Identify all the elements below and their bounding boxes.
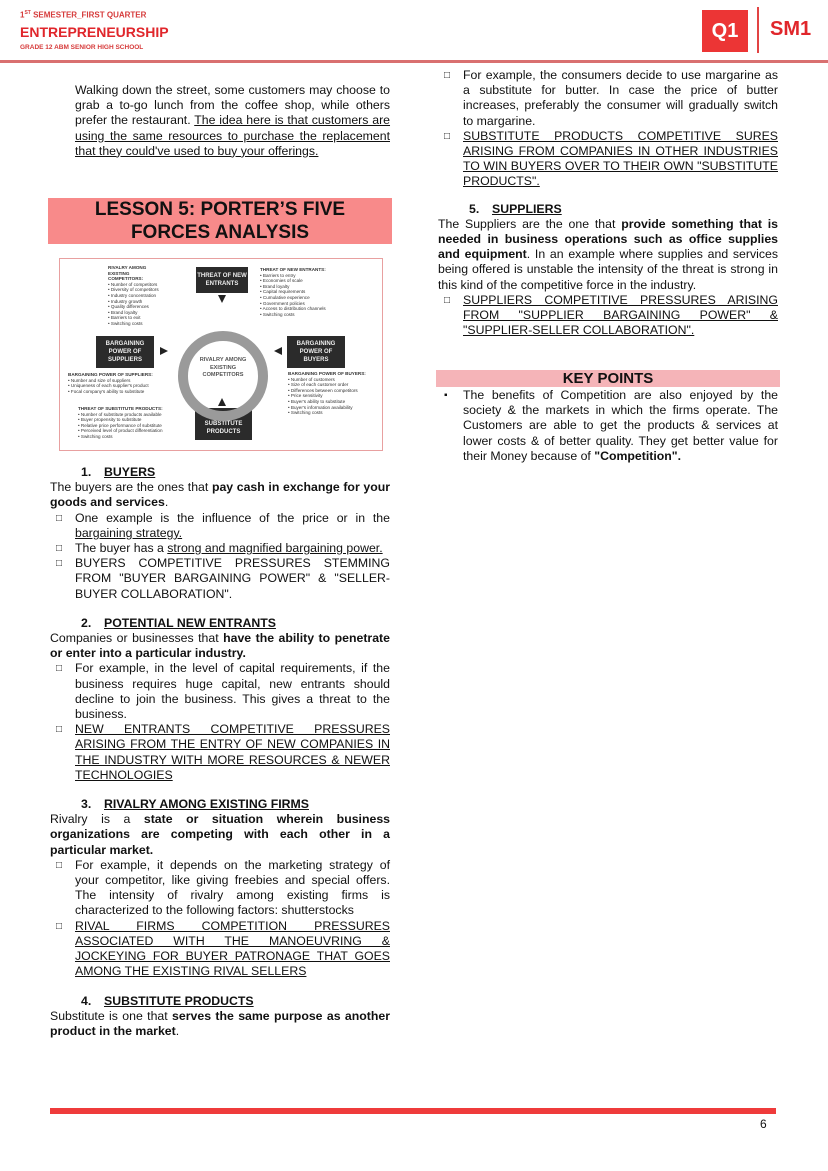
bullet-item xyxy=(438,388,778,464)
text-segment: SUBSTITUTE PRODUCTS xyxy=(104,993,254,1008)
text-segment: "Competition". xyxy=(594,448,682,463)
semester-label xyxy=(20,10,146,20)
text-segment: bargaining strategy. xyxy=(75,525,183,540)
bullet-item xyxy=(50,556,390,602)
text-segment: One example is the influence of the price or in the xyxy=(75,510,390,525)
box-threat-substitutes: THREAT OF SUBSTITUTE PRODUCTS xyxy=(195,408,252,440)
section-number: 1. xyxy=(81,465,92,479)
list-rivalry xyxy=(108,265,163,327)
list-item: • Switching costs xyxy=(78,434,163,440)
list-title: RIVALRY AMONG EXISTING COMPETITORS: xyxy=(108,265,147,282)
text-segment: Rivalry is a xyxy=(50,812,144,827)
section-number: 5. xyxy=(469,201,480,216)
module-badge: SM1 xyxy=(770,18,812,40)
right-column xyxy=(438,68,778,338)
text-segment: Substitute is one that xyxy=(50,1008,173,1023)
list-item: • Industry concentration xyxy=(108,293,163,299)
bullet-icon: ▪ xyxy=(444,390,448,401)
arrow-down-icon xyxy=(218,295,226,303)
text-segment: SUPPLIERS xyxy=(492,201,562,216)
bullet-icon: □ xyxy=(56,724,63,736)
text-segment: strong and magnified bargaining power. xyxy=(167,541,383,556)
list-item: • Quality differences xyxy=(108,304,163,310)
list-item: • Perceived level of product differentiation xyxy=(78,428,163,434)
paragraph xyxy=(50,812,390,858)
list-item: • Switching costs xyxy=(288,410,366,416)
list-item: • Diversity of competitors xyxy=(108,287,163,293)
text-segment: Walking down the street, some customers may choose to grab a to-go lunch from the coffee shop, while others prefer the restaurant. xyxy=(75,83,390,128)
list-item: • Capital requirements xyxy=(260,289,326,295)
text-segment: pay cash in exchange for your goods and services xyxy=(50,480,391,510)
text-segment: The benefits of Competition are also enjoyed by the society & the markets in which the firms operate. The Customers are able to get the products & services at lower costs & of better quality. They get better value for their Money because of xyxy=(463,388,778,463)
list-item: • Switching costs xyxy=(108,321,163,327)
text-segment: SUBSTITUTE PRODUCTS COMPETITIVE SURES ARISING FROM COMPANIES IN OTHER INDUSTRIES TO WIN BUYERS OVER TO THEIR OWN "SUBSTITUTE PRODUCTS". xyxy=(463,128,778,189)
text-segment: RIVALRY AMONG EXISTING FIRMS xyxy=(104,797,309,812)
list-item: • Switching costs xyxy=(260,312,326,318)
bullet-item xyxy=(50,541,390,556)
text-segment: POTENTIAL NEW ENTRANTS xyxy=(104,615,276,630)
list-item: • Number of substitute products available xyxy=(78,412,163,418)
text-segment: For example, it depends on the marketing strategy of your competitor, like giving freebies and special offers. The intensity of rivalry among existing firms is characterized to the following factors: shutterstocks xyxy=(75,857,390,918)
list-title: THREAT OF NEW ENTRANTS: xyxy=(260,267,326,272)
text-segment: state or situation wherein business organizations are competing with each other in a particular market. xyxy=(50,812,390,857)
bullet-icon: □ xyxy=(56,558,63,570)
list-item: • Access to distribution channels xyxy=(260,306,326,312)
list-item: • Focal company's ability to substitute xyxy=(68,389,153,395)
bullet-icon: □ xyxy=(56,543,63,555)
paragraph xyxy=(75,83,390,159)
bullet-icon: □ xyxy=(56,859,63,871)
list-new-entrants xyxy=(260,267,326,317)
text-segment: RIVAL FIRMS COMPETITION PRESSURES ASSOCIATED WITH THE MANOEUVRING & JOCKEYING FOR BUYER PATRONAGE THAT GOES AMONG THE EXISTING RIVAL SELLERS xyxy=(75,918,390,979)
bullet-icon: □ xyxy=(56,920,63,932)
lesson-title-line1: LESSON 5: PORTER’S FIVE xyxy=(94,199,346,220)
list-item: • Relative price performance of substitute xyxy=(78,423,163,429)
bullet-item xyxy=(50,511,390,541)
list-item: • Buyer's ability to substitute xyxy=(288,399,366,405)
bullet-item xyxy=(50,661,390,722)
list-item: • Price sensitivity xyxy=(288,393,366,399)
text-segment: Companies or businesses that xyxy=(50,631,224,646)
list-item: • Buyer propensity to substitute xyxy=(78,417,163,423)
paragraph xyxy=(438,217,778,293)
key-points-list xyxy=(438,388,778,464)
text-segment: SUPPLIERS COMPETITIVE PRESSURES ARISING FROM "SUPPLIER BARGAINING POWER" & "SUPPLIER-SELLER COLLABORATION". xyxy=(463,292,778,338)
subject-title: ENTREPRENEURSHIP xyxy=(20,24,169,40)
lesson-title-line2: FORCES ANALYSIS xyxy=(130,222,310,243)
bullet-icon: □ xyxy=(56,512,63,524)
text-segment: BUYERS xyxy=(104,465,156,479)
text-segment: The idea here is that customers are using the same resources to purchase the replacement that they could've used to buy your offerings. xyxy=(75,113,391,158)
section-heading xyxy=(50,616,390,631)
section-number: 4. xyxy=(81,993,92,1008)
list-item: • Barriers to entry xyxy=(260,273,326,279)
list-item: • Barriers to exit xyxy=(108,315,163,321)
list-title: BARGAINING POWER OF SUPPLIERS: xyxy=(68,372,153,377)
quarter-badge: Q1 xyxy=(702,10,748,52)
bullet-icon: □ xyxy=(56,663,63,675)
text-segment: . xyxy=(164,495,169,510)
list-title: BARGAINING POWER OF BUYERS: xyxy=(288,371,366,376)
list-item: • Number of customers xyxy=(288,377,366,383)
text-segment: provide something that is needed in business operations such as office supplies and equipment xyxy=(438,216,778,262)
center-label: RIVALRY AMONG EXISTING COMPETITORS xyxy=(199,357,247,378)
list-item: • Government policies xyxy=(260,301,326,307)
list-item: • Differences between competitors xyxy=(288,388,366,394)
bullet-item xyxy=(438,68,778,129)
text-segment: serves the same purpose as another product in the market xyxy=(50,1008,390,1038)
intro-paragraph xyxy=(75,83,390,159)
page-number: 6 xyxy=(760,1117,767,1131)
list-item: • Buyer's information availability xyxy=(288,405,366,411)
text-segment: For example, in the level of capital requirements, if the business requires huge capital, new entrants should decline to join the business. This gives a threat to the business. xyxy=(75,661,390,722)
bullet-item xyxy=(438,129,778,190)
text-segment: have the ability to penetrate or enter into a particular industry. xyxy=(50,631,390,661)
bullet-item xyxy=(50,919,390,980)
list-suppliers xyxy=(68,372,153,394)
semester-num: 1 xyxy=(20,10,25,20)
header-divider xyxy=(757,7,759,53)
text-segment: The buyers are the ones that xyxy=(50,480,212,495)
left-column xyxy=(50,465,390,1039)
arrow-left-icon xyxy=(274,347,282,355)
section-heading xyxy=(50,994,390,1009)
bullet-icon: □ xyxy=(444,70,451,81)
semester-rest: SEMESTER_FIRST QUARTER xyxy=(30,10,147,20)
section-number: 3. xyxy=(81,797,92,812)
text-segment: NEW ENTRANTS COMPETITIVE PRESSURES ARISING FROM THE ENTRY OF NEW COMPANIES IN THE INDUSTRY WITH MORE RESOURCES & NEWER TECHNOLOGIES xyxy=(75,722,390,782)
key-points-heading: KEY POINTS xyxy=(436,370,780,387)
text-segment: The buyer has a xyxy=(75,541,168,556)
list-item: • Brand loyalty xyxy=(108,310,163,316)
list-item: • Uniqueness of each supplier's product xyxy=(68,383,153,389)
semester-sup: ST xyxy=(24,10,31,16)
list-substitutes xyxy=(78,406,163,440)
text-segment: BUYERS COMPETITIVE PRESSURES STEMMING FROM "BUYER BARGAINING POWER" & "SELLER- BUYER COLLABORATION". xyxy=(75,556,390,601)
bullet-icon: □ xyxy=(444,130,451,142)
list-item: • Industry growth xyxy=(108,299,163,305)
box-bargaining-suppliers: BARGAINING POWER OF SUPPLIERS xyxy=(96,336,154,368)
bullet-item xyxy=(50,858,390,919)
paragraph xyxy=(50,480,390,510)
list-item: • Number and size of suppliers xyxy=(68,378,153,384)
list-item: • Cumulative experience xyxy=(260,295,326,301)
list-title: THREAT OF SUBSTITUTE PRODUCTS: xyxy=(78,406,163,411)
box-bargaining-buyers: BARGAINING POWER OF BUYERS xyxy=(287,336,345,368)
bullet-item xyxy=(50,722,390,783)
arrow-up-icon xyxy=(218,398,226,406)
bullet-item xyxy=(438,293,778,339)
section-heading xyxy=(438,202,778,217)
text-segment: . In an example where supplies and services being offered is unstable the intensity of the threat is strong in this kind of the competitive force in the industry. xyxy=(438,247,778,292)
porters-five-forces-diagram xyxy=(59,258,383,451)
section-number: 2. xyxy=(81,615,92,630)
bullet-icon: □ xyxy=(444,294,451,306)
list-item: • Size of each customer order xyxy=(288,382,366,388)
header-rule xyxy=(0,60,828,63)
grade-label: GRADE 12 ABM SENIOR HIGH SCHOOL xyxy=(20,44,144,51)
paragraph xyxy=(50,1009,390,1039)
list-item: • Economies of scale xyxy=(260,278,326,284)
list-item: • Number of competitors xyxy=(108,282,163,288)
paragraph xyxy=(50,631,390,661)
arrow-right-icon xyxy=(160,347,168,355)
box-threat-new-entrants: THREAT OF NEW ENTRANTS xyxy=(196,267,248,293)
section-heading xyxy=(50,465,390,480)
text-segment: The Suppliers are the one that xyxy=(438,216,622,231)
list-buyers xyxy=(288,371,366,416)
list-item: • Brand loyalty xyxy=(260,284,326,290)
lesson-title xyxy=(48,198,392,244)
section-heading xyxy=(50,797,390,812)
text-segment: . xyxy=(175,1023,180,1038)
footer-rule xyxy=(50,1108,776,1114)
text-segment: For example, the consumers decide to use margarine as a substitute for butter. In case the price of butter increases, preferably the consumer will gradually switch to margarine. xyxy=(463,68,778,128)
